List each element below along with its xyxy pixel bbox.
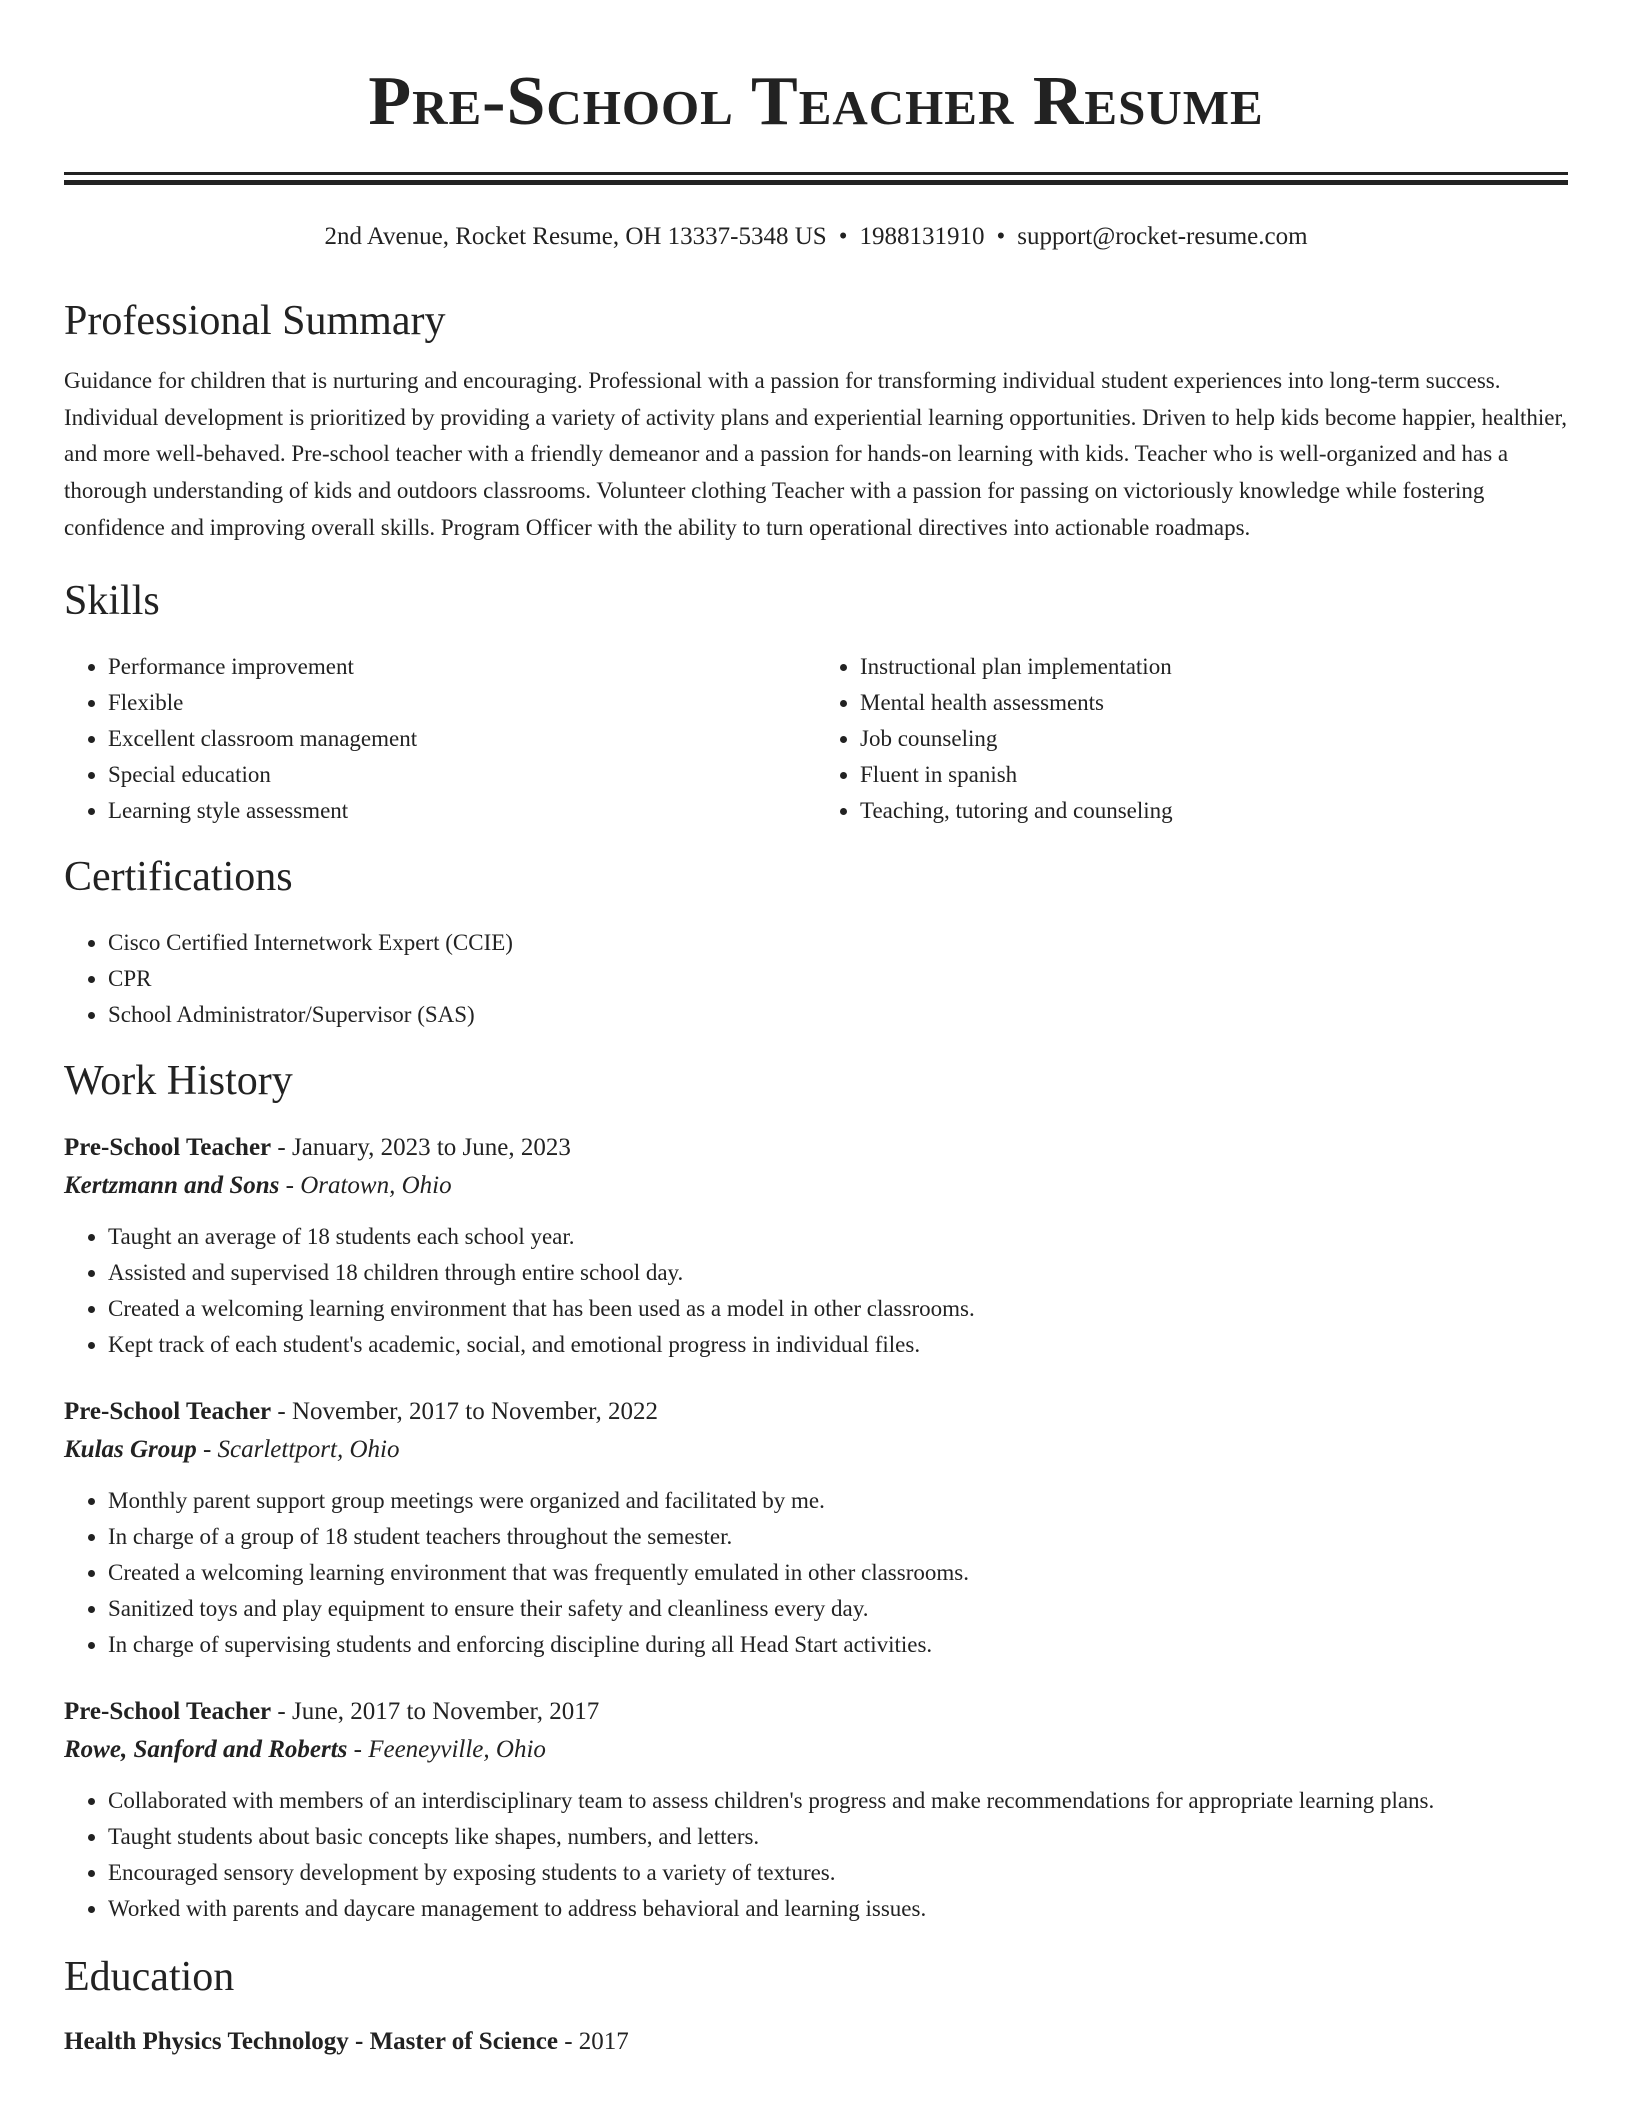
job-entry bbox=[64, 1693, 1568, 1927]
page-title: Pre-School Teacher Resume bbox=[368, 63, 1264, 140]
certification-item: • CPR bbox=[108, 961, 1568, 997]
job-bullets bbox=[64, 1783, 1568, 1927]
job-company: Kertzmann and Sons bbox=[64, 1171, 280, 1199]
job-bullet: • Created a welcoming learning environment that was frequently emulated in other classrooms. bbox=[108, 1555, 1568, 1591]
education-heading: Education bbox=[64, 1953, 235, 2000]
skill-item: • Job counseling bbox=[860, 721, 1568, 757]
skill-item: • Flexible bbox=[108, 685, 816, 721]
contact-separator: • bbox=[996, 223, 1006, 250]
skills-list-left bbox=[64, 649, 816, 829]
job-title-line bbox=[64, 1693, 1568, 1731]
job-bullet: • Sanitized toys and play equipment to ensure their safety and cleanliness every day. bbox=[108, 1591, 1568, 1627]
job-bullet: • Worked with parents and daycare management to address behavioral and learning issues. bbox=[108, 1891, 1568, 1927]
job-company-line bbox=[64, 1731, 1568, 1769]
job-title-line bbox=[64, 1129, 1568, 1167]
job-bullet: • Collaborated with members of an interdisciplinary team to assess children's progress and make recommendations for appropriate learning plans. bbox=[108, 1783, 1568, 1819]
job-entry bbox=[64, 1129, 1568, 1363]
skills-list-right bbox=[816, 649, 1568, 829]
job-bullet: • Assisted and supervised 18 children through entire school day. bbox=[108, 1255, 1568, 1291]
education-entry bbox=[64, 2023, 1568, 2061]
job-company: Kulas Group bbox=[64, 1435, 197, 1463]
contact-address: 2nd Avenue, Rocket Resume, OH 13337-5348 US bbox=[324, 223, 827, 250]
job-bullet: • Taught an average of 18 students each school year. bbox=[108, 1219, 1568, 1255]
skills-heading: Skills bbox=[64, 577, 160, 624]
job-location: - Scarlettport, Ohio bbox=[196, 1435, 400, 1463]
work-history-heading: Work History bbox=[64, 1057, 293, 1104]
job-company-line bbox=[64, 1431, 1568, 1469]
job-entry bbox=[64, 1393, 1568, 1663]
job-title: Pre-School Teacher bbox=[64, 1397, 272, 1425]
contact-email: support@rocket-resume.com bbox=[1017, 223, 1308, 250]
certification-item: • Cisco Certified Internetwork Expert (CCIE) bbox=[108, 925, 1568, 961]
job-dates: - January, 2023 to June, 2023 bbox=[271, 1133, 571, 1161]
skill-item: • Excellent classroom management bbox=[108, 721, 816, 757]
job-bullets bbox=[64, 1483, 1568, 1663]
job-dates: - June, 2017 to November, 2017 bbox=[271, 1697, 600, 1725]
contact-line bbox=[64, 221, 1568, 253]
job-bullet: • Kept track of each student's academic, social, and emotional progress in individual files. bbox=[108, 1327, 1568, 1363]
job-title-line bbox=[64, 1393, 1568, 1431]
summary-text: Guidance for children that is nurturing and encouraging. Professional with a passion for transforming individual student experiences into long-term success. Individual development is prioritized by providing a variety of activity plans and experiential learning opportunities. Driven to help kids become happier, healthier, and more well-behaved. Pre-school teacher with a friendly demeanor and a passion for hands-on learning with kids. Teacher who is well-organized and has a thorough understanding of kids and outdoors classrooms. Volunteer clothing Teacher with a passion for passing on victoriously knowledge while fostering confidence and improving overall skills. Program Officer with the ability to turn operational directives into actionable roadmaps. bbox=[64, 368, 1567, 540]
skill-item: • Fluent in spanish bbox=[860, 757, 1568, 793]
job-bullet: • In charge of a group of 18 student teachers throughout the semester. bbox=[108, 1519, 1568, 1555]
certification-item: • School Administrator/Supervisor (SAS) bbox=[108, 997, 1568, 1033]
job-bullet: • Taught students about basic concepts like shapes, numbers, and letters. bbox=[108, 1819, 1568, 1855]
job-dates: - November, 2017 to November, 2022 bbox=[271, 1397, 658, 1425]
skills-columns bbox=[64, 649, 1568, 829]
certifications-list bbox=[64, 925, 1568, 1033]
job-title: Pre-School Teacher bbox=[64, 1697, 272, 1725]
job-company-line bbox=[64, 1167, 1568, 1205]
education-degree: Health Physics Technology - Master of Science bbox=[64, 2027, 558, 2055]
summary-heading: Professional Summary bbox=[64, 298, 446, 344]
contact-phone: 1988131910 bbox=[859, 223, 985, 250]
contact-separator: • bbox=[838, 223, 848, 250]
job-location: - Oratown, Ohio bbox=[279, 1171, 452, 1199]
job-bullet: • In charge of supervising students and enforcing discipline during all Head Start activities. bbox=[108, 1627, 1568, 1663]
skill-item: • Instructional plan implementation bbox=[860, 649, 1568, 685]
job-title: Pre-School Teacher bbox=[64, 1133, 272, 1161]
education-year: - 2017 bbox=[557, 2027, 629, 2055]
skill-item: • Special education bbox=[108, 757, 816, 793]
job-bullet: • Encouraged sensory development by exposing students to a variety of textures. bbox=[108, 1855, 1568, 1891]
certifications-heading: Certifications bbox=[64, 853, 293, 900]
skill-item: • Performance improvement bbox=[108, 649, 816, 685]
job-location: - Feeneyville, Ohio bbox=[347, 1735, 546, 1763]
skill-item: • Learning style assessment bbox=[108, 793, 816, 829]
job-bullet: • Monthly parent support group meetings were organized and facilitated by me. bbox=[108, 1483, 1568, 1519]
job-bullets bbox=[64, 1219, 1568, 1363]
job-bullet: • Created a welcoming learning environment that has been used as a model in other classrooms. bbox=[108, 1291, 1568, 1327]
title-divider bbox=[64, 172, 1568, 185]
job-company: Rowe, Sanford and Roberts bbox=[64, 1735, 348, 1763]
skill-item: • Teaching, tutoring and counseling bbox=[860, 793, 1568, 829]
skill-item: • Mental health assessments bbox=[860, 685, 1568, 721]
